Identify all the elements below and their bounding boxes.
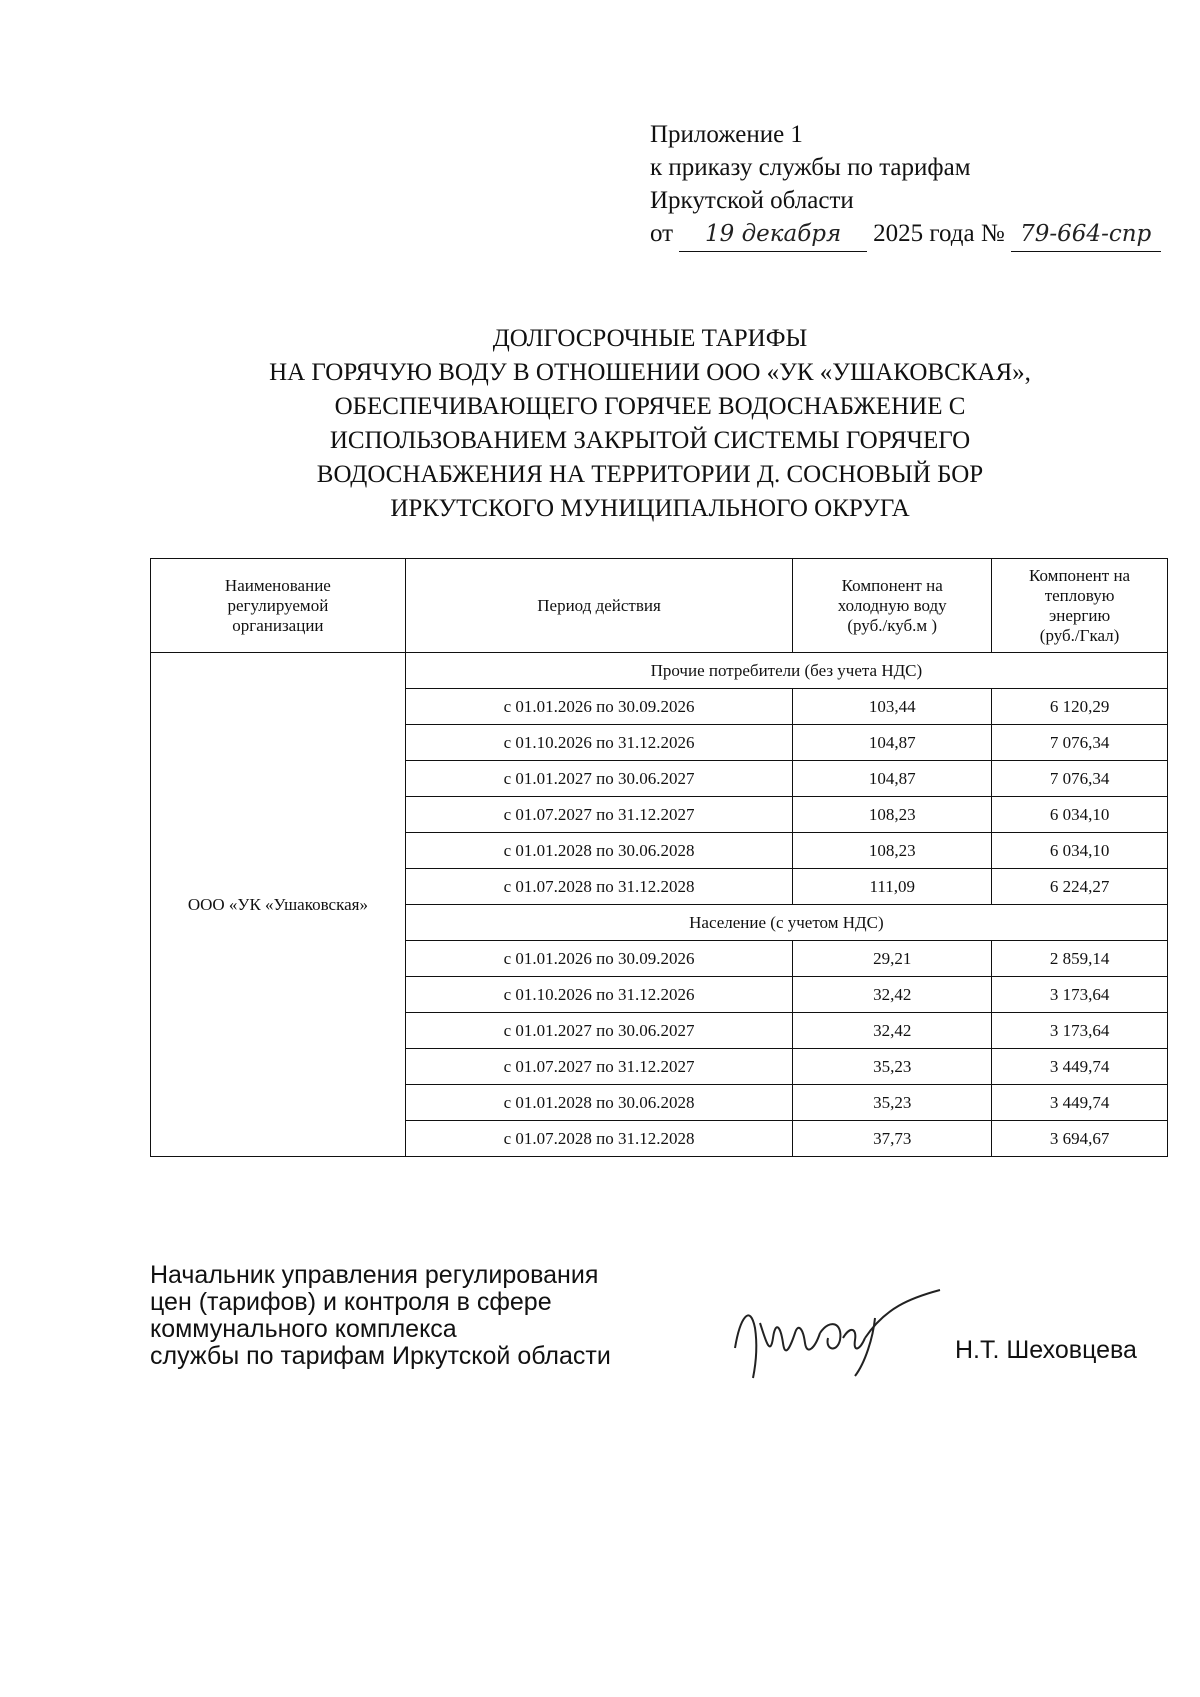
handwritten-date: 19 декабря — [679, 218, 867, 252]
cold-value-cell: 104,87 — [793, 725, 992, 761]
title-line: ИСПОЛЬЗОВАНИЕМ ЗАКРЫТОЙ СИСТЕМЫ ГОРЯЧЕГО — [329, 427, 971, 454]
header-cold-water: Компонент на холодную воду (руб./куб.м ) — [793, 559, 992, 653]
period-cell: с 01.07.2027 по 31.12.2027 — [405, 1049, 793, 1085]
from-prefix: от — [650, 220, 674, 247]
heat-value-cell: 3 173,64 — [992, 977, 1168, 1013]
heat-value-cell: 2 859,14 — [992, 941, 1168, 977]
heat-value-cell: 6 120,29 — [992, 689, 1168, 725]
tariffs-table — [150, 558, 1168, 1157]
group-row — [151, 653, 1168, 689]
signer-line: Начальник управления регулирования — [150, 1261, 599, 1289]
title-line: ОБЕСПЕЧИВАЮЩЕГО ГОРЯЧЕЕ ВОДОСНАБЖЕНИЕ С — [334, 393, 966, 420]
organization-cell: ООО «УК «Ушаковская» — [151, 653, 406, 1157]
cold-value-cell: 108,23 — [793, 797, 992, 833]
heat-value-cell: 7 076,34 — [992, 725, 1168, 761]
group-label: Прочие потребители (без учета НДС) — [405, 653, 1167, 689]
period-cell: с 01.10.2026 по 31.12.2026 — [405, 725, 793, 761]
cold-value-cell: 35,23 — [793, 1085, 992, 1121]
cold-value-cell: 37,73 — [793, 1121, 992, 1157]
header-period: Период действия — [405, 559, 793, 653]
period-cell: с 01.01.2026 по 30.09.2026 — [405, 689, 793, 725]
title-line: НА ГОРЯЧУЮ ВОДУ В ОТНОШЕНИИ ООО «УК «УШАКОВСКАЯ», — [269, 359, 1031, 386]
signer-line: цен (тарифов) и контроля в сфере — [150, 1288, 552, 1316]
appendix-line-1: Приложение 1 — [650, 121, 803, 148]
period-cell: с 01.01.2026 по 30.09.2026 — [405, 941, 793, 977]
cold-value-cell: 32,42 — [793, 977, 992, 1013]
heat-value-cell: 6 034,10 — [992, 797, 1168, 833]
header-organization: Наименование регулируемой организации — [151, 559, 406, 653]
cold-value-cell: 35,23 — [793, 1049, 992, 1085]
title-line: ВОДОСНАБЖЕНИЯ НА ТЕРРИТОРИИ Д. СОСНОВЫЙ БОР — [316, 461, 984, 488]
heat-value-cell: 3 173,64 — [992, 1013, 1168, 1049]
period-cell: с 01.01.2027 по 30.06.2027 — [405, 1013, 793, 1049]
period-cell: с 01.01.2028 по 30.06.2028 — [405, 833, 793, 869]
title-line: ИРКУТСКОГО МУНИЦИПАЛЬНОГО ОКРУГА — [390, 495, 910, 522]
appendix-date-line — [650, 217, 1161, 252]
signer-line: службы по тарифам Иркутской области — [150, 1342, 611, 1370]
document-title — [150, 322, 1150, 526]
period-cell: с 01.07.2028 по 31.12.2028 — [405, 1121, 793, 1157]
title-line: ДОЛГОСРОЧНЫЕ ТАРИФЫ — [492, 325, 808, 352]
appendix-line-2: к приказу службы по тарифам — [650, 154, 971, 181]
period-cell: с 01.01.2027 по 30.06.2027 — [405, 761, 793, 797]
signer-name: Н.Т. Шеховцева — [955, 1336, 1137, 1364]
heat-value-cell: 3 694,67 — [992, 1121, 1168, 1157]
period-cell: с 01.07.2028 по 31.12.2028 — [405, 869, 793, 905]
appendix-line-3: Иркутской области — [650, 187, 854, 214]
heat-value-cell: 6 224,27 — [992, 869, 1168, 905]
heat-value-cell: 6 034,10 — [992, 833, 1168, 869]
appendix-block — [650, 118, 1161, 252]
period-cell: с 01.10.2026 по 31.12.2026 — [405, 977, 793, 1013]
heat-value-cell: 3 449,74 — [992, 1085, 1168, 1121]
handwritten-order-number: 79-664-спр — [1011, 218, 1161, 252]
period-cell: с 01.01.2028 по 30.06.2028 — [405, 1085, 793, 1121]
handwritten-signature — [725, 1278, 965, 1388]
cold-value-cell: 103,44 — [793, 689, 992, 725]
header-heat-energy: Компонент на тепловую энергию (руб./Гкал) — [992, 559, 1168, 653]
cold-value-cell: 111,09 — [793, 869, 992, 905]
cold-value-cell: 108,23 — [793, 833, 992, 869]
cold-value-cell: 104,87 — [793, 761, 992, 797]
period-cell: с 01.07.2027 по 31.12.2027 — [405, 797, 793, 833]
cold-value-cell: 32,42 — [793, 1013, 992, 1049]
cold-value-cell: 29,21 — [793, 941, 992, 977]
heat-value-cell: 3 449,74 — [992, 1049, 1168, 1085]
signer-line: коммунального комплекса — [150, 1315, 457, 1343]
heat-value-cell: 7 076,34 — [992, 761, 1168, 797]
year-text: 2025 года № — [873, 220, 1005, 247]
signer-position — [150, 1262, 611, 1370]
table-header-row — [151, 559, 1168, 653]
group-label: Население (с учетом НДС) — [405, 905, 1167, 941]
